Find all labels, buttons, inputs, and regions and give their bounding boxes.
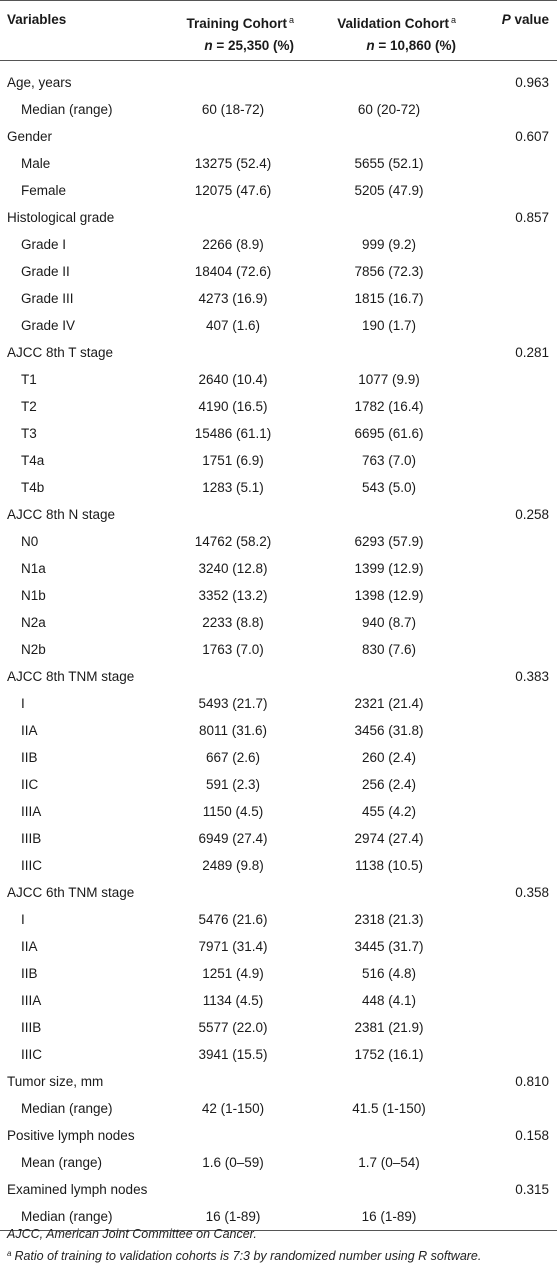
- p-value-cell: 0.810: [515, 1074, 549, 1089]
- row-label: N1a: [21, 561, 46, 576]
- header-validation-n-value: = 10,860 (%): [374, 38, 456, 53]
- validation-value-cell: [308, 61, 460, 97]
- group-label: AJCC 8th N stage: [7, 507, 116, 522]
- p-value-cell: [460, 852, 557, 879]
- table-row: [0, 285, 557, 312]
- validation-value-cell: 2974 (27.4): [354, 831, 424, 846]
- table-row: [0, 717, 557, 744]
- table-group-row: [0, 123, 557, 150]
- table-row: [0, 258, 557, 285]
- p-value-cell: 0.158: [515, 1128, 549, 1143]
- row-label: T1: [21, 372, 37, 387]
- validation-value-cell: 260 (2.4): [361, 750, 417, 765]
- validation-value-cell: 1138 (10.5): [354, 858, 424, 873]
- training-value-cell: [158, 204, 308, 231]
- validation-value-cell: 5205 (47.9): [354, 183, 424, 198]
- header-p-rest: value: [510, 12, 549, 27]
- p-value-cell: [460, 987, 557, 1014]
- p-value-cell: [460, 906, 557, 933]
- table-row: [0, 1014, 557, 1041]
- validation-value-cell: 3445 (31.7): [354, 939, 424, 954]
- group-label: Histological grade: [7, 210, 115, 225]
- row-label: T4b: [21, 480, 45, 495]
- header-p-italic: P: [501, 12, 511, 27]
- p-value-cell: 0.258: [515, 507, 549, 522]
- validation-value-cell: 1077 (9.9): [358, 372, 420, 387]
- p-value-cell: [460, 609, 557, 636]
- training-value-cell: [158, 123, 308, 150]
- training-value-cell: 5476 (21.6): [198, 912, 268, 927]
- row-label: Grade III: [21, 291, 74, 306]
- table-row: [0, 636, 557, 663]
- validation-value-cell: [308, 339, 460, 366]
- validation-value-cell: 6695 (61.6): [354, 426, 424, 441]
- header-training-title: Training Cohort: [186, 16, 287, 31]
- p-value-cell: [460, 933, 557, 960]
- row-label: N2b: [21, 642, 46, 657]
- table-row: [0, 1041, 557, 1068]
- row-label: N2a: [21, 615, 46, 630]
- group-label: Examined lymph nodes: [7, 1182, 148, 1197]
- validation-value-cell: 1815 (16.7): [354, 291, 424, 306]
- table-group-row: [0, 204, 557, 231]
- training-value-cell: 16 (1-89): [158, 1203, 308, 1231]
- training-value-cell: 6949 (27.4): [198, 831, 268, 846]
- p-value-cell: 0.358: [515, 885, 549, 900]
- validation-value-cell: [308, 1122, 460, 1149]
- validation-value-cell: 1399 (12.9): [354, 561, 424, 576]
- validation-value-cell: 6293 (57.9): [354, 534, 424, 549]
- table-row: [0, 555, 557, 582]
- validation-value-cell: [308, 1176, 460, 1203]
- validation-value-cell: 830 (7.6): [361, 642, 417, 657]
- validation-value-cell: 5655 (52.1): [354, 156, 424, 171]
- table-row: [0, 825, 557, 852]
- training-value-cell: 3941 (15.5): [198, 1047, 268, 1062]
- validation-value-cell: [308, 663, 460, 690]
- training-value-cell: 2640 (10.4): [198, 372, 268, 387]
- table-group-row: [0, 339, 557, 366]
- row-label: T2: [21, 399, 37, 414]
- p-value-cell: [460, 96, 557, 123]
- header-training-n-value: = 25,350 (%): [212, 38, 294, 53]
- group-label: AJCC 6th TNM stage: [7, 885, 135, 900]
- table-row: [0, 933, 557, 960]
- row-label: Median (range): [21, 1101, 113, 1116]
- training-value-cell: 12075 (47.6): [194, 183, 272, 198]
- row-label: Grade II: [21, 264, 70, 279]
- p-value-cell: [460, 582, 557, 609]
- table-row: [0, 366, 557, 393]
- p-value-cell: 0.383: [515, 669, 549, 684]
- p-value-cell: [460, 150, 557, 177]
- group-label: Age, years: [7, 75, 72, 90]
- row-label: IIA: [21, 939, 38, 954]
- training-value-cell: 4273 (16.9): [198, 291, 268, 306]
- training-value-cell: 8011 (31.6): [198, 723, 268, 738]
- validation-value-cell: 60 (20-72): [357, 102, 421, 117]
- table-row: [0, 582, 557, 609]
- row-label: IIIC: [21, 858, 43, 873]
- p-value-cell: [460, 474, 557, 501]
- validation-value-cell: 763 (7.0): [361, 453, 417, 468]
- p-value-cell: [460, 1041, 557, 1068]
- training-value-cell: 1751 (6.9): [202, 453, 264, 468]
- validation-value-cell: 1.7 (0–54): [358, 1155, 420, 1170]
- p-value-cell: 0.857: [515, 210, 549, 225]
- group-label: Positive lymph nodes: [7, 1128, 135, 1143]
- training-value-cell: [158, 61, 308, 97]
- table-row: [0, 960, 557, 987]
- p-value-cell: [460, 771, 557, 798]
- row-label: IIIC: [21, 1047, 43, 1062]
- row-label: IIIB: [21, 831, 42, 846]
- validation-value-cell: 190 (1.7): [361, 318, 417, 333]
- header-variables: Variables: [0, 1, 158, 61]
- group-label: Tumor size, mm: [7, 1074, 104, 1089]
- validation-value-cell: 2381 (21.9): [354, 1020, 424, 1035]
- training-value-cell: 1251 (4.9): [202, 966, 264, 981]
- validation-value-cell: 455 (4.2): [361, 804, 417, 819]
- row-label: Female: [21, 183, 67, 198]
- header-training-cohort: [158, 1, 308, 61]
- validation-value-cell: [308, 879, 460, 906]
- validation-value-cell: 1782 (16.4): [354, 399, 424, 414]
- row-label: Median (range): [0, 1203, 158, 1231]
- training-value-cell: [158, 1068, 308, 1095]
- row-label: IIA: [21, 723, 38, 738]
- row-label: IIIA: [21, 804, 42, 819]
- training-value-cell: [158, 663, 308, 690]
- p-value-cell: [460, 420, 557, 447]
- table-row: [0, 474, 557, 501]
- p-value-cell: [460, 447, 557, 474]
- p-value-cell: [460, 366, 557, 393]
- header-row: [0, 1, 557, 61]
- row-label: IIIA: [21, 993, 42, 1008]
- header-training-superscript: a: [288, 15, 294, 25]
- validation-value-cell: 543 (5.0): [361, 480, 417, 495]
- p-value-cell: [460, 312, 557, 339]
- table-row: [0, 906, 557, 933]
- table-row: [0, 447, 557, 474]
- p-value-cell: [460, 825, 557, 852]
- table-row: [0, 150, 557, 177]
- p-value-cell: 0.607: [515, 129, 549, 144]
- p-value-cell: [460, 231, 557, 258]
- group-label: Gender: [7, 129, 53, 144]
- group-label: AJCC 8th TNM stage: [7, 669, 135, 684]
- training-value-cell: 591 (2.3): [205, 777, 261, 792]
- p-value-cell: [460, 258, 557, 285]
- training-value-cell: 5577 (22.0): [198, 1020, 268, 1035]
- training-value-cell: 667 (2.6): [205, 750, 261, 765]
- validation-value-cell: 2318 (21.3): [354, 912, 424, 927]
- training-value-cell: 18404 (72.6): [194, 264, 272, 279]
- table-row: [0, 1095, 557, 1122]
- row-label: IIB: [21, 750, 38, 765]
- table-row: [0, 1149, 557, 1176]
- p-value-cell: [460, 1095, 557, 1122]
- training-value-cell: 60 (18-72): [201, 102, 265, 117]
- table-row: [0, 420, 557, 447]
- table-row: [0, 690, 557, 717]
- footnote-a-marker: a: [7, 1249, 12, 1258]
- validation-value-cell: 16 (1-89): [308, 1203, 460, 1231]
- training-value-cell: [158, 501, 308, 528]
- table-row: [0, 393, 557, 420]
- table-row: [0, 312, 557, 339]
- table-row: [0, 798, 557, 825]
- header-p-value: [460, 1, 557, 61]
- training-value-cell: 7971 (31.4): [198, 939, 268, 954]
- header-training-n-label: n: [204, 38, 213, 53]
- validation-value-cell: 516 (4.8): [361, 966, 417, 981]
- footnote-a: [7, 1246, 552, 1264]
- validation-value-cell: [308, 123, 460, 150]
- training-value-cell: 1283 (5.1): [202, 480, 264, 495]
- p-value-cell: [460, 1014, 557, 1041]
- training-value-cell: 3240 (12.8): [198, 561, 268, 576]
- validation-value-cell: 999 (9.2): [361, 237, 417, 252]
- row-label: N1b: [21, 588, 46, 603]
- p-value-cell: [460, 555, 557, 582]
- training-value-cell: 1763 (7.0): [202, 642, 264, 657]
- p-value-cell: 0.281: [515, 345, 549, 360]
- table-row: [0, 231, 557, 258]
- row-label: IIIB: [21, 1020, 42, 1035]
- p-value-cell: [460, 717, 557, 744]
- table-row: [0, 96, 557, 123]
- table-group-row: [0, 1176, 557, 1203]
- table-group-row: [0, 1068, 557, 1095]
- training-value-cell: [158, 1122, 308, 1149]
- table-group-row: [0, 663, 557, 690]
- header-validation-title: Validation Cohort: [337, 16, 449, 31]
- training-value-cell: [158, 339, 308, 366]
- header-validation-n-label: n: [366, 38, 375, 53]
- table-row: [0, 528, 557, 555]
- table-group-row: [0, 501, 557, 528]
- training-value-cell: 2266 (8.9): [202, 237, 264, 252]
- training-value-cell: 15486 (61.1): [194, 426, 272, 441]
- row-label: I: [21, 912, 25, 927]
- training-value-cell: 5493 (21.7): [198, 696, 268, 711]
- footnote-abbreviation: AJCC, American Joint Committee on Cancer.: [7, 1227, 257, 1241]
- training-value-cell: 2489 (9.8): [202, 858, 264, 873]
- table-row: [0, 177, 557, 204]
- validation-value-cell: 448 (4.1): [361, 993, 417, 1008]
- header-validation-superscript: a: [450, 15, 456, 25]
- row-label: T3: [21, 426, 37, 441]
- validation-value-cell: 1752 (16.1): [354, 1047, 424, 1062]
- p-value-cell: 0.963: [515, 75, 549, 90]
- row-label: T4a: [21, 453, 45, 468]
- table-row: [0, 744, 557, 771]
- p-value-cell: [460, 960, 557, 987]
- training-value-cell: 1150 (4.5): [202, 804, 264, 819]
- validation-value-cell: 7856 (72.3): [354, 264, 424, 279]
- validation-value-cell: 256 (2.4): [361, 777, 417, 792]
- table-group-row: [0, 879, 557, 906]
- footnote-a-text: Ratio of training to validation cohorts is 7:3 by randomized number using R software.: [14, 1249, 482, 1263]
- row-label: Grade IV: [21, 318, 76, 333]
- table-header: [0, 1, 557, 61]
- validation-value-cell: 1398 (12.9): [354, 588, 424, 603]
- validation-value-cell: [308, 204, 460, 231]
- row-label: Median (range): [21, 102, 113, 117]
- row-label: Mean (range): [21, 1155, 103, 1170]
- validation-value-cell: 3456 (31.8): [354, 723, 424, 738]
- p-value-cell: 0.315: [515, 1182, 549, 1197]
- row-label: Grade I: [21, 237, 67, 252]
- validation-value-cell: 2321 (21.4): [354, 696, 424, 711]
- training-value-cell: [158, 1176, 308, 1203]
- validation-value-cell: [308, 501, 460, 528]
- training-value-cell: 1.6 (0–59): [202, 1155, 264, 1170]
- training-value-cell: 2233 (8.8): [202, 615, 264, 630]
- validation-value-cell: 41.5 (1-150): [352, 1101, 426, 1116]
- row-label: Male: [21, 156, 51, 171]
- p-value-cell: [460, 744, 557, 771]
- p-value-cell: [460, 177, 557, 204]
- row-label: N0: [21, 534, 39, 549]
- training-value-cell: [158, 879, 308, 906]
- training-value-cell: 407 (1.6): [205, 318, 261, 333]
- training-value-cell: 42 (1-150): [201, 1101, 265, 1116]
- table-row: [0, 609, 557, 636]
- row-label: IIC: [21, 777, 39, 792]
- table-row: [0, 852, 557, 879]
- p-value-cell: [460, 528, 557, 555]
- validation-value-cell: [308, 1068, 460, 1095]
- training-value-cell: 4190 (16.5): [198, 399, 268, 414]
- p-value-cell: [460, 690, 557, 717]
- header-validation-cohort: [308, 1, 460, 61]
- row-label: I: [21, 696, 25, 711]
- training-value-cell: 3352 (13.2): [198, 588, 268, 603]
- row-label: IIB: [21, 966, 38, 981]
- p-value-cell: [460, 393, 557, 420]
- table-row: [0, 771, 557, 798]
- training-value-cell: 13275 (52.4): [194, 156, 272, 171]
- p-value-cell: [460, 798, 557, 825]
- validation-value-cell: 940 (8.7): [361, 615, 417, 630]
- table-row: [0, 987, 557, 1014]
- table-group-row: [0, 1122, 557, 1149]
- training-value-cell: 14762 (58.2): [194, 534, 272, 549]
- p-value-cell: [460, 636, 557, 663]
- table-body: [0, 61, 557, 1231]
- p-value-cell: [460, 1149, 557, 1176]
- p-value-cell: [460, 285, 557, 312]
- training-value-cell: 1134 (4.5): [202, 993, 264, 1008]
- group-label: AJCC 8th T stage: [7, 345, 114, 360]
- table-group-row: [0, 61, 557, 97]
